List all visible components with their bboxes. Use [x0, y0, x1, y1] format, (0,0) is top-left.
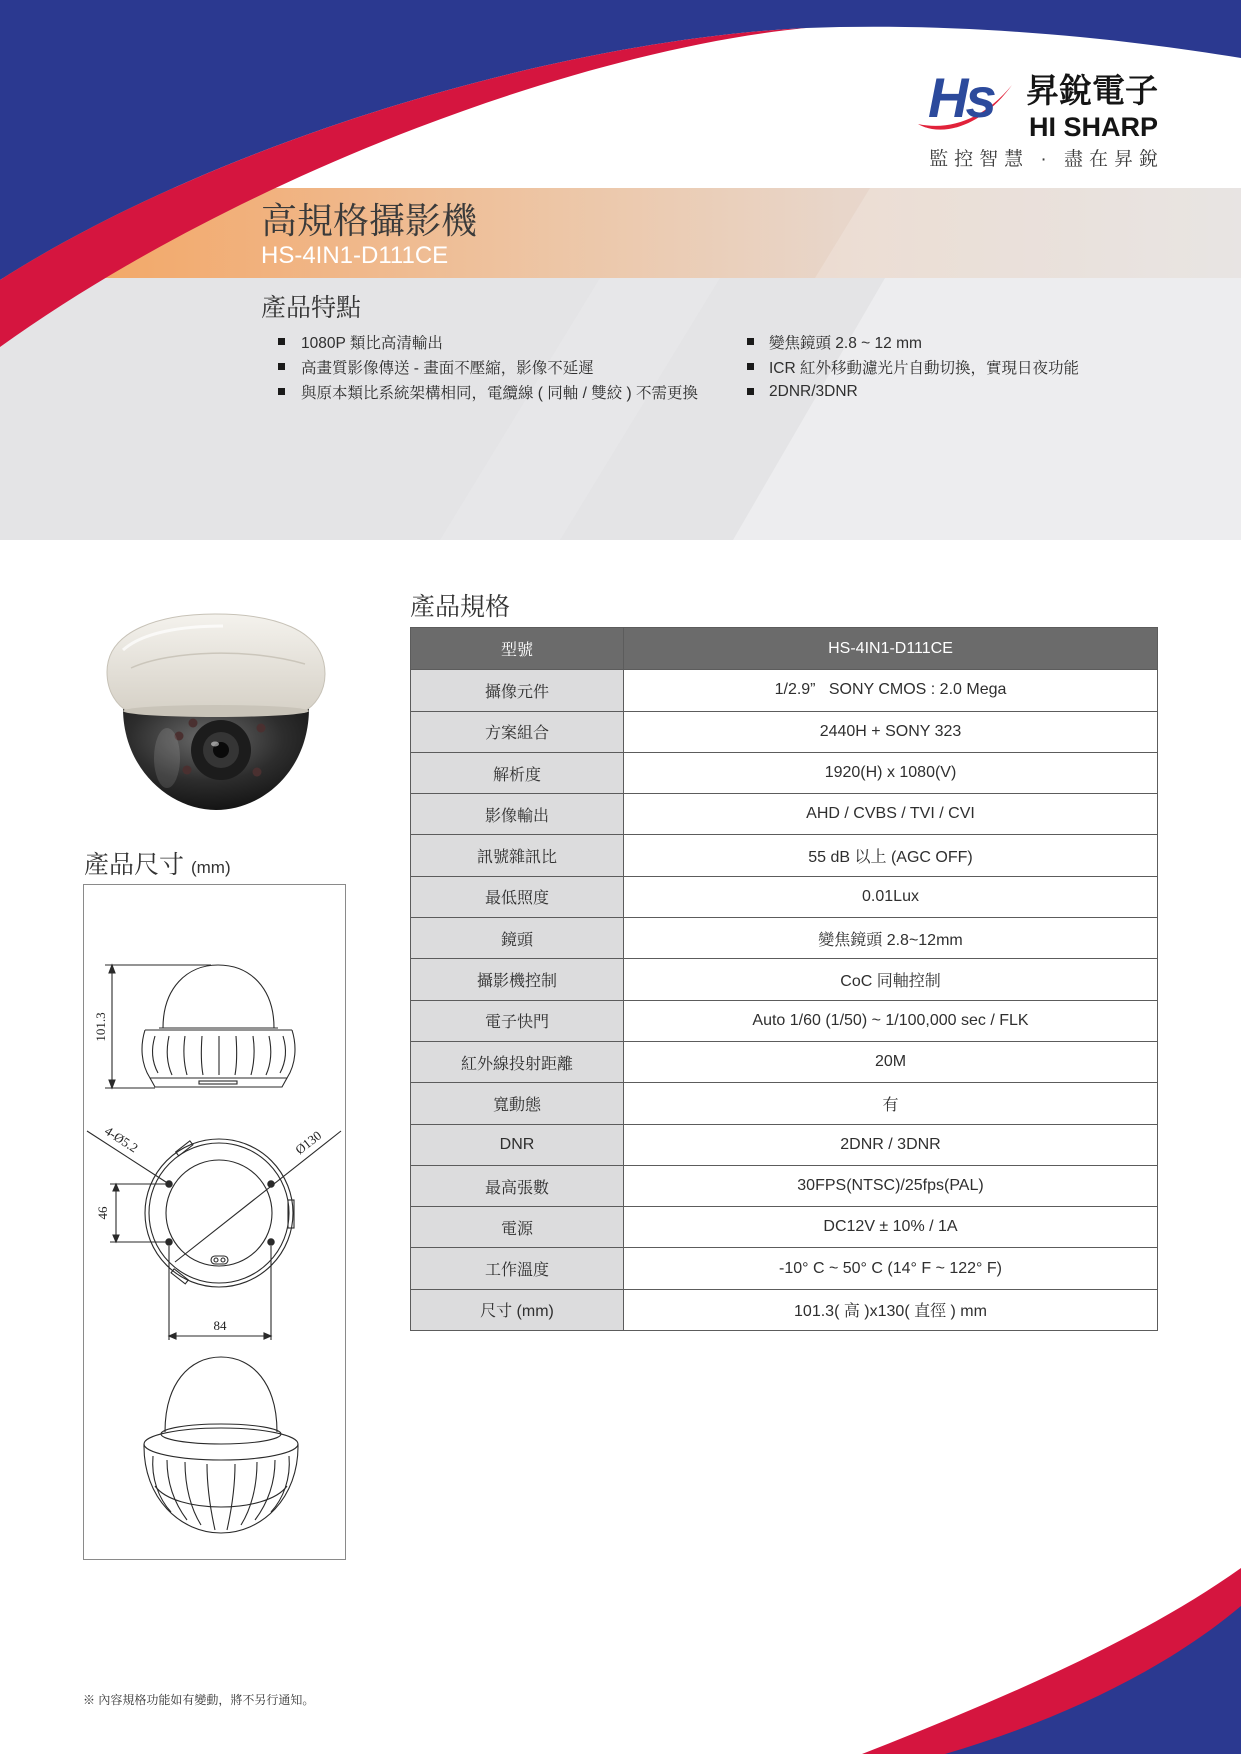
mount-hole-icon	[268, 1239, 274, 1245]
feature-item	[278, 354, 698, 379]
bullet-icon	[747, 338, 754, 345]
feature-text: 高畫質影像傳送 - 畫面不壓縮，影像不延遲	[301, 359, 594, 377]
spec-row	[411, 1289, 1157, 1330]
bullet-icon	[278, 388, 285, 395]
feature-list-right	[747, 329, 1079, 404]
perspective-view-drawing	[144, 1357, 298, 1533]
bullet-icon	[747, 363, 754, 370]
spec-value: 1920(H) x 1080(V)	[824, 764, 957, 782]
spec-row	[411, 876, 1157, 917]
spec-row	[411, 1000, 1157, 1041]
holes-dimension-label: 4-Ø5.2	[102, 1123, 141, 1156]
banner-light-stripe	[815, 188, 1241, 278]
spec-value: -10° C ~ 50° C (14° F ~ 122° F)	[778, 1259, 1002, 1277]
feature-item	[747, 354, 1079, 379]
spec-row	[411, 1165, 1157, 1206]
brand-name-chinese: 昇銳電子	[1026, 72, 1158, 109]
vertical-spacing-label: 46	[95, 1206, 110, 1220]
spec-value: 101.3( 高 )x130( 直徑 ) mm	[794, 1303, 987, 1321]
spec-label: DNR	[411, 1125, 624, 1165]
brand-name-english: HI SHARP	[1028, 112, 1158, 142]
brand-slogan: 監控智慧 · 盡在昇銳	[929, 149, 1164, 170]
spec-value: Auto 1/60 (1/50) ~ 1/100,000 sec / FLK	[752, 1011, 1029, 1029]
spec-row	[411, 1206, 1157, 1247]
spec-value: CoC 同軸控制	[840, 973, 941, 991]
ir-led	[183, 766, 192, 775]
feature-text: 1080P 類比高清輸出	[301, 334, 443, 352]
spec-label: 鏡頭	[411, 918, 624, 958]
logo-mark-text: Hs	[928, 67, 994, 129]
spec-label: 型號	[411, 628, 624, 669]
spec-row	[411, 1041, 1157, 1082]
spec-label: 解析度	[411, 753, 624, 793]
top-view-drawing	[87, 1131, 341, 1340]
spec-value: 有	[882, 1096, 899, 1114]
spec-value: 1/2.9” SONY CMOS : 2.0 Mega	[774, 681, 1007, 699]
panel-light-stripe-2	[440, 278, 720, 540]
spec-value: 2440H + SONY 323	[819, 722, 962, 740]
product-title: 高規格攝影機	[261, 200, 478, 241]
spec-value: 0.01Lux	[862, 887, 919, 905]
spec-row	[411, 834, 1157, 875]
spec-header-row	[411, 628, 1157, 669]
feature-item	[278, 329, 698, 354]
spec-label: 攝像元件	[411, 670, 624, 710]
spec-row	[411, 752, 1157, 793]
dome-reflection	[154, 728, 180, 788]
spec-label: 攝影機控制	[411, 959, 624, 999]
spec-label: 寬動態	[411, 1083, 624, 1123]
spec-value: 30FPS(NTSC)/25fps(PAL)	[797, 1177, 984, 1194]
camera-lens-glint	[211, 742, 219, 747]
spec-value: 55 dB 以上 (AGC OFF)	[808, 849, 973, 867]
panel-light-stripe	[733, 278, 1241, 540]
spec-value: 20M	[874, 1053, 907, 1071]
spec-row	[411, 1247, 1157, 1288]
feature-text: 2DNR/3DNR	[769, 382, 858, 400]
feature-text: 變焦鏡頭 2.8 ~ 12 mm	[769, 334, 922, 352]
bullet-icon	[278, 338, 285, 345]
camera-rim	[123, 705, 309, 717]
mount-hole-icon	[166, 1239, 172, 1245]
spec-label: 電源	[411, 1207, 624, 1247]
spec-label: 方案組合	[411, 712, 624, 752]
ir-led	[253, 768, 262, 777]
dimension-drawing	[83, 884, 346, 1560]
horizontal-spacing-label: 84	[213, 1318, 227, 1333]
dimensions-heading-text: 產品尺寸	[84, 851, 185, 879]
feature-text: 與原本類比系統架構相同，電纜線 ( 同軸 / 雙絞 ) 不需更換	[301, 384, 698, 402]
spec-row	[411, 711, 1157, 752]
spec-row	[411, 1082, 1157, 1123]
spec-label: 尺寸 (mm)	[411, 1290, 624, 1330]
dimensions-heading	[84, 853, 231, 878]
camera-photo	[101, 610, 330, 813]
bullet-icon	[747, 388, 754, 395]
spec-label: 影像輸出	[411, 794, 624, 834]
feature-list-left	[278, 329, 698, 404]
bullet-icon	[278, 363, 285, 370]
feature-text: ICR 紅外移動濾光片自動切換，實現日夜功能	[769, 359, 1080, 377]
dimension-drawing-box	[83, 884, 346, 1560]
spec-row	[411, 958, 1157, 999]
features-heading: 產品特點	[261, 294, 362, 322]
diameter-dimension-label: Ø130	[292, 1127, 325, 1158]
feature-item	[747, 379, 1079, 404]
product-model: HS-4IN1-D111CE	[261, 242, 449, 269]
spec-label: 最低照度	[411, 877, 624, 917]
camera-housing	[107, 614, 325, 712]
spec-table	[410, 627, 1158, 1331]
spec-value: 變焦鏡頭 2.8~12mm	[818, 931, 963, 949]
spec-value: AHD / CVBS / TVI / CVI	[806, 805, 975, 823]
side-view-drawing	[105, 965, 295, 1088]
specs-heading: 產品規格	[410, 593, 511, 621]
spec-value: HS-4IN1-D111CE	[624, 628, 1157, 669]
ir-led	[189, 719, 198, 728]
spec-row	[411, 793, 1157, 834]
spec-value: DC12V ± 10% / 1A	[823, 1218, 958, 1236]
spec-value: 2DNR / 3DNR	[840, 1135, 941, 1153]
feature-item	[278, 379, 698, 404]
spec-label: 最高張數	[411, 1166, 624, 1206]
spec-label: 電子快門	[411, 1001, 624, 1041]
dimensions-unit: (mm)	[190, 858, 231, 877]
feature-item	[747, 329, 1079, 354]
spec-label: 訊號雜訊比	[411, 835, 624, 875]
brand-logo-icon	[918, 67, 1013, 134]
spec-label: 紅外線投射距離	[411, 1042, 624, 1082]
footer-note: ※ 內容規格功能如有變動，將不另行通知。	[83, 1693, 315, 1707]
spec-row	[411, 1124, 1157, 1165]
spec-row	[411, 917, 1157, 958]
spec-label: 工作溫度	[411, 1248, 624, 1288]
spec-row	[411, 669, 1157, 710]
ir-led	[257, 724, 266, 733]
height-dimension-label: 101.3	[93, 1012, 108, 1042]
